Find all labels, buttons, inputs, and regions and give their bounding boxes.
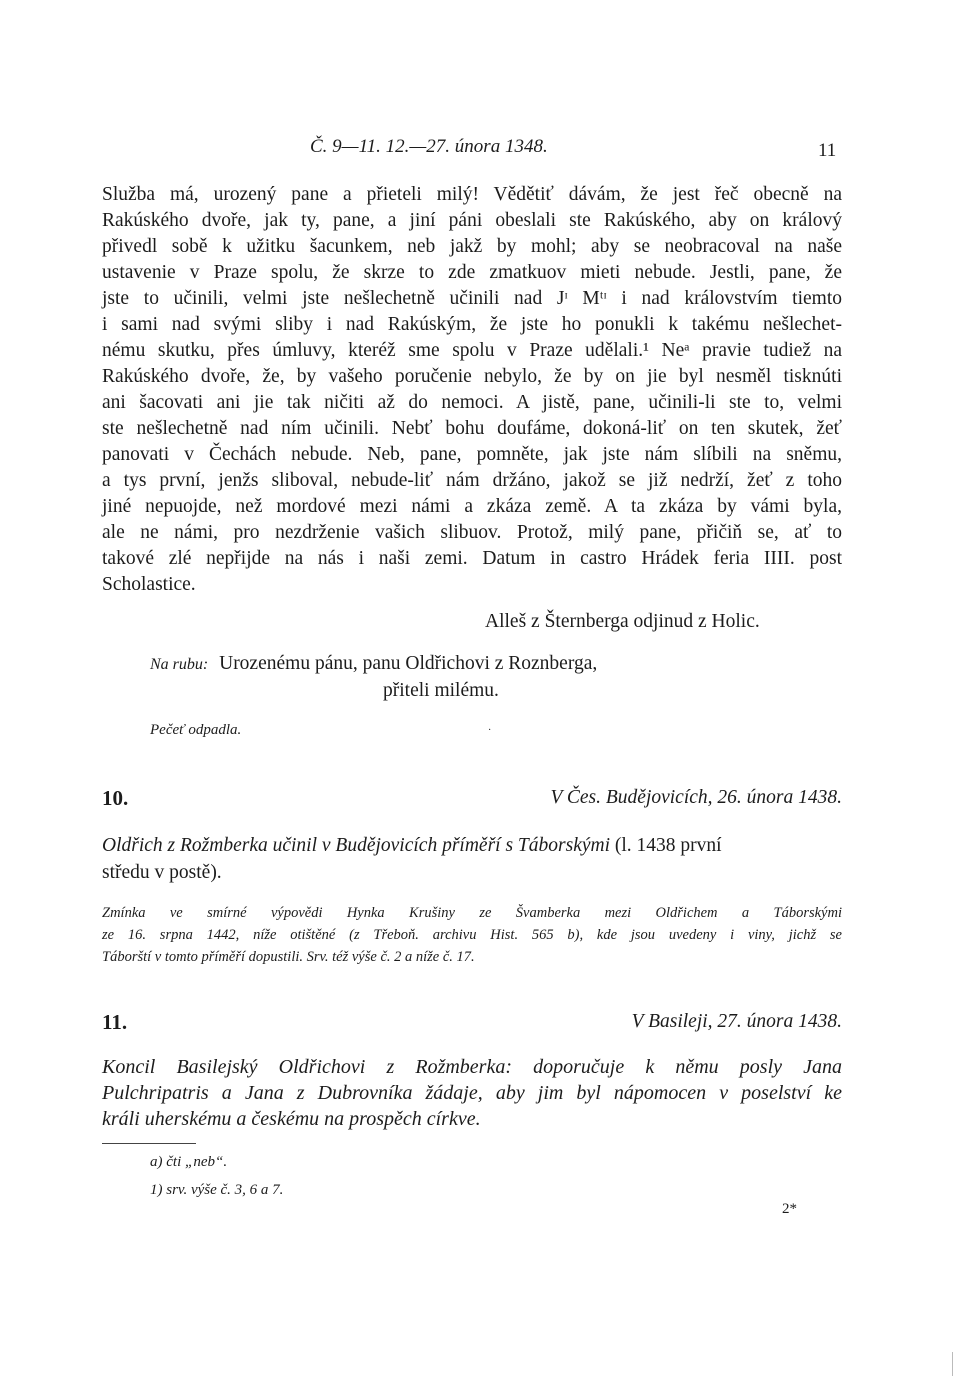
doc-summary-line2: středu v postě). bbox=[102, 862, 222, 883]
verso-address bbox=[150, 653, 597, 675]
letter-line: ale ne námi, pro nezdrženie vašich slibuov. Protož, milý pane, přičiň se, ať to bbox=[102, 522, 842, 543]
page-number: 11 bbox=[818, 140, 837, 161]
letter-line: Služba má, urozený pane a přieteli milý! Vědětiť dávám, že jest řeč obecně na bbox=[102, 184, 842, 205]
doc-number: 10. bbox=[102, 786, 129, 810]
verso-label: Na rubu: bbox=[150, 656, 209, 673]
letter-line: jiné nepuojde, než mordové mezi námi a zkáza země. A ta zkáza by vámi byla, bbox=[102, 496, 842, 517]
doc-summary-italic: Oldřich z Rožmberka učinil v Budějovicích příměří s Táborskými bbox=[102, 835, 610, 856]
doc-summary-line: králi uherskému a českému na prospěch církve. bbox=[102, 1108, 481, 1130]
print-speck: · bbox=[488, 725, 492, 736]
doc-summary-line: Koncil Basilejský Oldřichovi z Rožmberka: doporučuje k němu posly Jana bbox=[102, 1056, 842, 1078]
letter-signature: Alleš z Šternberga odjinud z Holic. bbox=[485, 611, 760, 632]
seal-note: Pečeť odpadla. bbox=[150, 722, 242, 738]
letter-line: Rakúského dvoře, že, by vašeho poručenie nebylo, že by on jie byl nesměl tisknúti bbox=[102, 366, 842, 387]
doc-note-line: Táborští v tomto příměří dopustili. Srv. též výše č. 2 a níže č. 17. bbox=[102, 949, 475, 965]
footnote: 1) srv. výše č. 3, 6 a 7. bbox=[150, 1182, 284, 1198]
printer-signature-mark: 2* bbox=[782, 1201, 797, 1217]
header-title: Č. 9—11. 12.—27. února 1348. bbox=[310, 136, 548, 157]
letter-line: nému skutku, přes úmluvy, kteréž sme spolu v Praze udělali.¹ Neᵃ pravie tudiež na bbox=[102, 340, 842, 361]
footnote: a) čti „neb“. bbox=[150, 1154, 228, 1170]
doc-summary-rest: (l. 1438 první bbox=[610, 835, 722, 856]
doc-place-date: V Čes. Budějovicích, 26. února 1438. bbox=[550, 787, 842, 808]
letter-line: Scholastice. bbox=[102, 574, 196, 595]
letter-line: takové zlé nepřijde na nás i naši zemi. Datum in castro Hrádek feria IIII. post bbox=[102, 548, 842, 569]
doc-summary-line: Pulchripatris a Jana z Dubrovníka žádaje, aby jim byl nápomocen v poselství ke bbox=[102, 1082, 842, 1104]
letter-line: i sami nad svými sliby i nad Rakúským, že jste ho ponukli k takému nešlechet- bbox=[102, 314, 842, 335]
letter-line: ani šacovati ani jie tak ničiti až do nemoci. A jistě, pane, učinili-li ste to, velmi bbox=[102, 392, 842, 413]
verso-address-line1: Urozenému pánu, panu Oldřichovi z Roznberga, bbox=[219, 653, 598, 674]
letter-line: přivedl sobě k užitku šacunkem, neb jakž by mohl; aby se neobracoval na naše bbox=[102, 236, 842, 257]
footnote-rule bbox=[102, 1143, 196, 1144]
letter-line: jste to učinili, velmi jste nešlechetně učinili nad Jᶦ Mᵗᶦ i nad královstvím tiemto bbox=[102, 288, 842, 309]
letter-line: a tys první, jenžs sliboval, nebude-liť nám držáno, jakož se již nedrží, žeť z toho bbox=[102, 470, 842, 491]
letter-line: ste nešlechetně nad ním učinili. Nebť bohu doufáme, dokoná-liť on ten skutek, žeť bbox=[102, 418, 842, 439]
scan-edge-mark bbox=[952, 1352, 953, 1376]
doc-number: 11. bbox=[102, 1010, 128, 1034]
verso-address-line2: přiteli milému. bbox=[383, 680, 499, 701]
letter-line: panovati v Čechách nebude. Neb, pane, pomněte, jak jste nám slíbili na sněmu, bbox=[102, 444, 842, 465]
doc-note-line: Zmínka ve smírné výpovědi Hynka Krušiny ze Švamberka mezi Oldřichem a Táborskými bbox=[102, 905, 842, 921]
letter-line: Rakúského dvoře, jak ty, pane, a jiní páni obeslali ste Rakúského, aby on králový bbox=[102, 210, 842, 231]
doc-place-date: V Basileji, 27. února 1438. bbox=[631, 1011, 842, 1032]
doc-note-line: ze 16. srpna 1442, níže otištěné (z Třeboň. archivu Hist. 565 b), kde jsou uvedeny i viny, jichž se bbox=[102, 927, 842, 943]
letter-line: ustavenie v Praze spolu, že skrze to zde zmatkuov mieti nebude. Jestli, pane, že bbox=[102, 262, 842, 283]
doc-summary bbox=[102, 834, 842, 858]
